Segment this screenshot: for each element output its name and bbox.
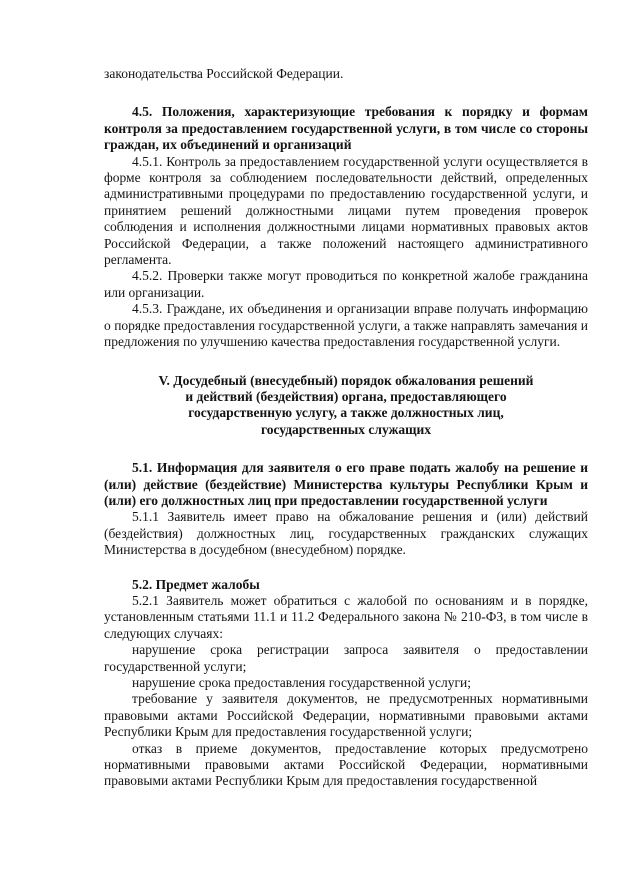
list-item: требование у заявителя документов, не предусмотренных нормативными правовыми актами Российской Федерации, нормативными правовыми актами Республики Крым для предоставления государственной услуги; <box>104 691 588 740</box>
section-v-title-line: государственную услугу, а также должностных лиц, <box>188 405 504 421</box>
spacer <box>104 438 588 460</box>
list-item: нарушение срока регистрации запроса заявителя о предоставлении государственной услуги; <box>104 642 588 674</box>
section-5-1-heading: 5.1. Информация для заявителя о его праве подать жалобу на решение и (или) действие (бездействие) Министерства культуры Республики Крым и (или) его должностных лиц при предоставлении государственной услуги <box>104 460 588 508</box>
section-v-title <box>104 373 588 439</box>
list-item: нарушение срока предоставления государственной услуги; <box>132 675 472 690</box>
paragraph-5-1-1: 5.1.1 Заявитель имеет право на обжалование решения и (или) действий (бездействия) должностных лиц, государственных гражданских служащих Министерства в досудебном (внесудебном) порядке. <box>104 509 588 558</box>
spacer <box>104 82 588 104</box>
paragraph-4-5-1: 4.5.1. Контроль за предоставлением государственной услуги осуществляется в форме контроля за соблюдением последовательности действий, определенных административными процедурами по предоставлению государственной услуги, и принятием решений должностными лицами путем проведения проверок соблюдения и исполнения должностными лицами нормативных правовых актов Российской Федерации, а также положений настоящего административного регламента. <box>104 153 588 268</box>
section-v-title-line: и действий (бездействия) органа, предоставляющего <box>185 388 507 404</box>
document-page <box>104 66 588 790</box>
spacer <box>104 351 588 373</box>
list-item: отказ в приеме документов, предоставление которых предусмотрено нормативными правовыми актами Российской Федерации, нормативными правовыми актами Республики Крым для предоставления государственной <box>104 740 588 789</box>
paragraph-5-2-1: 5.2.1 Заявитель может обратиться с жалобой по основаниям и в порядке, установленным статьями 11.1 и 11.2 Федерального закона № 210-ФЗ, в том числе в следующих случаях: <box>104 592 588 641</box>
section-v-title-line: V. Досудебный (внесудебный) порядок обжалования решений <box>158 372 534 388</box>
spacer <box>104 559 588 577</box>
paragraph-4-5-2: 4.5.2. Проверки также могут проводиться по конкретной жалобе гражданина или организации. <box>104 268 588 300</box>
intro-line: законодательства Российской Федерации. <box>104 66 344 81</box>
section-5-2-heading: 5.2. Предмет жалобы <box>132 576 260 592</box>
section-v-title-line: государственных служащих <box>260 421 432 437</box>
section-4-5-heading: 4.5. Положения, характеризующие требования к порядку и формам контроля за предоставлением государственной услуги, в том числе со стороны граждан, их объединений и организаций <box>104 104 588 153</box>
paragraph-4-5-3: 4.5.3. Граждане, их объединения и организации вправе получать информацию о порядке предоставления государственной услуги, а также направлять замечания и предложения по улучшению качества предоставления государственной услуги. <box>104 301 588 350</box>
